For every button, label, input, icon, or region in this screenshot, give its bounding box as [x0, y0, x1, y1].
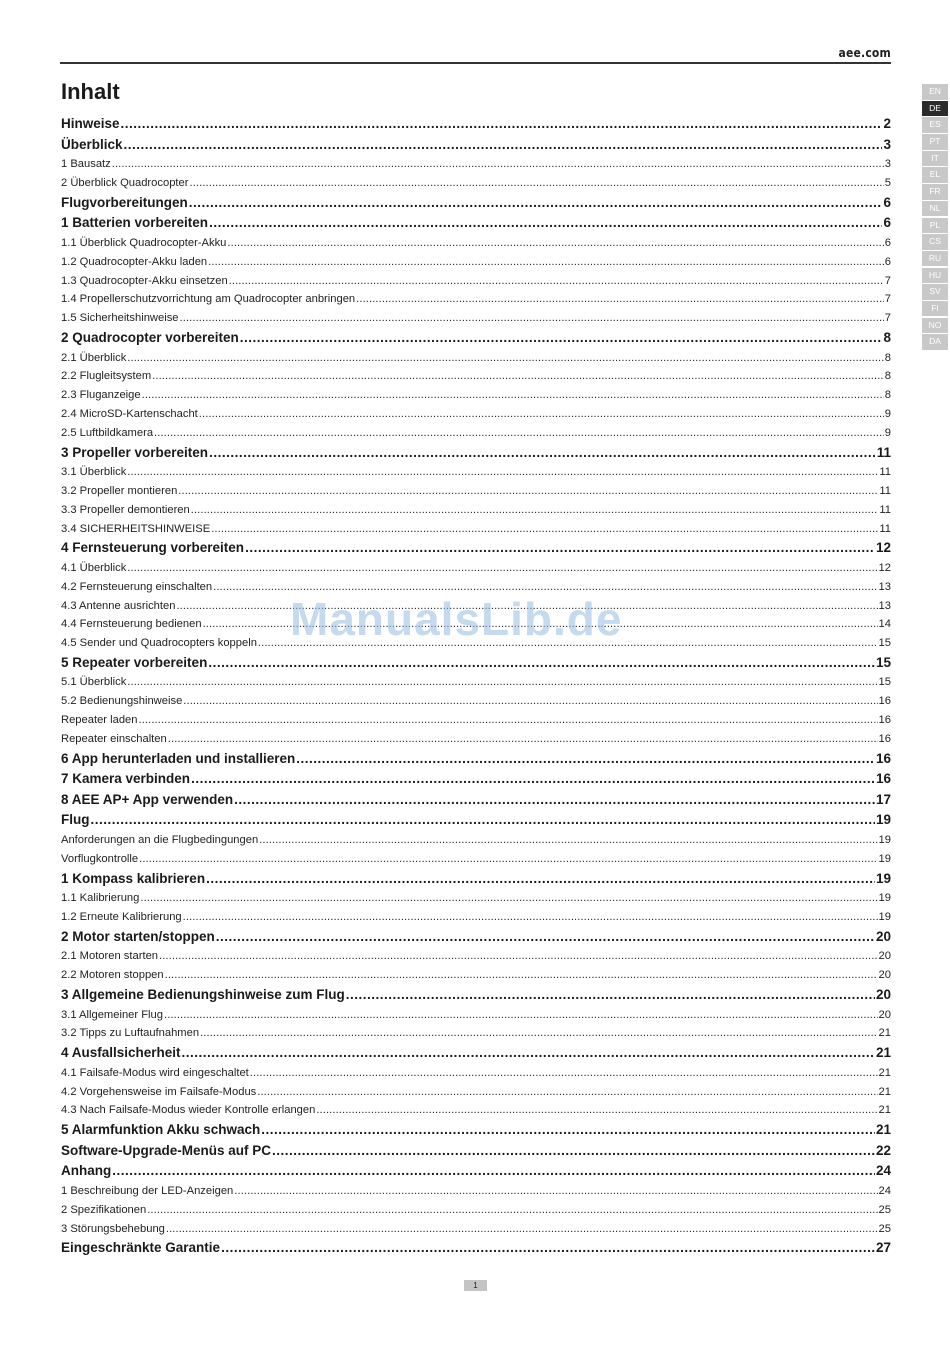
toc-entry-title: 5.2 Bedienungshinweise: [61, 695, 183, 708]
toc-entry-title: 3.3 Propeller demontieren: [61, 503, 190, 516]
toc-entry-page: 27: [875, 1240, 891, 1256]
toc-entry-title: 4.4 Fernsteuerung bedienen: [61, 618, 202, 631]
toc-entry[interactable]: [61, 1043, 891, 1064]
toc-dot-leader: [234, 790, 875, 811]
toc-entry-page: 6: [884, 236, 891, 249]
toc-entry-page: 19: [878, 834, 891, 847]
toc-entry-page: 20: [875, 987, 891, 1003]
toc-dot-leader: [91, 810, 875, 831]
toc-entry-page: 20: [878, 1008, 891, 1021]
toc-entry-title: Anforderungen an die Flugbedingungen: [61, 834, 259, 847]
toc-entry[interactable]: [61, 1101, 891, 1120]
toc-dot-leader: [203, 615, 878, 634]
toc-entry[interactable]: [61, 174, 891, 193]
toc-dot-leader: [296, 749, 875, 770]
toc-dot-leader: [124, 135, 883, 156]
toc-dot-leader: [209, 443, 876, 464]
toc-entry[interactable]: [61, 155, 891, 174]
toc-entry-title: 2.2 Motoren stoppen: [61, 969, 164, 982]
toc-entry-page: 19: [875, 870, 891, 886]
toc-entry-title: 4.2 Fernsteuerung einschalten: [61, 580, 213, 593]
toc-entry-title: 1.2 Erneute Kalibrierung: [61, 911, 182, 924]
toc-entry-page: 14: [878, 618, 891, 631]
toc-entry-page: 22: [875, 1142, 891, 1158]
toc-entry-title: 5 Repeater vorbereiten: [61, 654, 208, 670]
toc-entry-title: 2.4 MicroSD-Kartenschacht: [61, 407, 198, 420]
toc-dot-leader: [112, 1161, 875, 1182]
toc-entry[interactable]: [61, 367, 891, 386]
language-tab-da[interactable]: DA: [922, 334, 948, 350]
toc-entry-title: 2 Quadrocopter vorbereiten: [61, 329, 239, 345]
watermark: ManualsLib.de: [290, 593, 623, 645]
toc-entry-title: 8 AEE AP+ App verwenden: [61, 791, 234, 807]
toc-entry-page: 15: [878, 676, 891, 689]
toc-entry[interactable]: [61, 1220, 891, 1239]
toc-dot-leader: [346, 985, 875, 1006]
toc-entry-page: 11: [879, 466, 891, 479]
toc-entry-page: 5: [884, 176, 891, 189]
toc-entry-page: 8: [884, 389, 891, 402]
toc-entry-page: 16: [878, 732, 891, 745]
toc-entry-title: 2.5 Luftbildkamera: [61, 426, 154, 439]
toc-entry-title: 1 Beschreibung der LED-Anzeigen: [61, 1184, 234, 1197]
toc-entry[interactable]: [61, 730, 891, 749]
toc-dot-leader: [213, 578, 877, 597]
toc-dot-leader: [166, 1220, 878, 1239]
toc-entry[interactable]: [61, 272, 891, 291]
toc-entry-title: 3.2 Tipps zu Luftaufnahmen: [61, 1027, 200, 1040]
toc-entry-page: 8: [884, 351, 891, 364]
toc-entry-title: 5.1 Überblick: [61, 676, 127, 689]
toc-entry-title: 3.2 Propeller montieren: [61, 484, 178, 497]
toc-entry-page: 24: [878, 1184, 891, 1197]
toc-dot-leader: [176, 597, 877, 616]
language-tab-hu[interactable]: HU: [922, 268, 948, 284]
toc-entry-title: 1.1 Überblick Quadrocopter-Akku: [61, 236, 227, 249]
toc-entry[interactable]: [61, 1083, 891, 1102]
toc-dot-leader: [229, 272, 884, 291]
toc-dot-leader: [154, 424, 884, 443]
toc-dot-leader: [164, 1006, 878, 1025]
toc-entry[interactable]: [61, 597, 891, 616]
toc-entry-title: 2.2 Flugleitsystem: [61, 370, 152, 383]
toc-dot-leader: [127, 673, 877, 692]
toc-dot-leader: [272, 1141, 875, 1162]
toc-entry-page: 11: [876, 444, 891, 460]
toc-entry[interactable]: [61, 1238, 891, 1259]
toc-entry-page: 25: [878, 1222, 891, 1235]
toc-entry-page: 20: [875, 928, 891, 944]
toc-entry[interactable]: [61, 711, 891, 730]
toc-entry-page: 17: [875, 791, 891, 807]
toc-entry[interactable]: [61, 538, 891, 559]
toc-entry-title: 4.1 Überblick: [61, 561, 127, 574]
toc-dot-leader: [216, 927, 875, 948]
toc-dot-leader: [261, 1120, 875, 1141]
toc-entry-page: 6: [884, 255, 891, 268]
toc-entry[interactable]: [61, 193, 891, 214]
toc-entry[interactable]: [61, 692, 891, 711]
toc-entry-page: 7: [884, 293, 891, 306]
toc-dot-leader: [189, 193, 883, 214]
page-number: 1: [464, 1280, 487, 1291]
toc-entry[interactable]: [61, 405, 891, 424]
toc-dot-leader: [183, 908, 878, 927]
toc-entry[interactable]: [61, 309, 891, 328]
toc-entry[interactable]: [61, 349, 891, 368]
toc-entry-page: 16: [875, 750, 891, 766]
toc-dot-leader: [221, 1238, 875, 1259]
toc-entry-title: 3.1 Allgemeiner Flug: [61, 1008, 163, 1021]
toc-entry-page: 13: [878, 580, 891, 593]
toc-entry-page: 19: [875, 812, 891, 828]
toc-entry-page: 21: [878, 1104, 891, 1117]
brand-url: aee.com: [838, 46, 891, 60]
toc-entry-page: 3: [884, 158, 891, 171]
toc-entry[interactable]: [61, 234, 891, 253]
toc-entry-title: Vorflugkontrolle: [61, 852, 139, 865]
toc-entry-title: 4 Fernsteuerung vorbereiten: [61, 540, 245, 556]
toc-entry-title: Flug: [61, 812, 90, 828]
toc-entry-title: 3.4 SICHERHEITSHINWEISE: [61, 522, 211, 535]
toc-entry[interactable]: [61, 908, 891, 927]
toc-entry-title: 2 Motor starten/stoppen: [61, 928, 215, 944]
toc-entry[interactable]: [61, 869, 891, 890]
toc-entry-title: 2 Spezifikationen: [61, 1203, 147, 1216]
toc-entry-title: 2.1 Motoren starten: [61, 950, 159, 963]
toc-entry[interactable]: [61, 520, 891, 539]
toc-entry-page: 21: [875, 1045, 891, 1061]
toc-entry-title: 4.3 Nach Failsafe-Modus wieder Kontrolle erlangen: [61, 1104, 316, 1117]
toc-entry-page: 11: [879, 484, 891, 497]
header-rule: [60, 62, 891, 64]
toc-entry-page: 21: [875, 1122, 891, 1138]
toc-entry-page: 20: [878, 969, 891, 982]
toc-dot-leader: [178, 482, 878, 501]
toc-entry[interactable]: [61, 985, 891, 1006]
toc-dot-leader: [250, 1064, 878, 1083]
toc-entry-page: 7: [884, 312, 891, 325]
toc-entry[interactable]: [61, 790, 891, 811]
toc-entry-title: 1.3 Quadrocopter-Akku einsetzen: [61, 274, 228, 287]
language-tab-ru[interactable]: RU: [922, 251, 948, 267]
toc-entry-page: 16: [878, 714, 891, 727]
toc-entry[interactable]: [61, 927, 891, 948]
language-tab-cs[interactable]: CS: [922, 234, 948, 250]
toc-entry[interactable]: [61, 114, 891, 135]
toc-entry-title: 4 Ausfallsicherheit: [61, 1045, 181, 1061]
toc-dot-leader: [227, 234, 883, 253]
toc-entry-page: 19: [878, 852, 891, 865]
language-tab-fr[interactable]: FR: [922, 184, 948, 200]
toc-entry-title: Überblick: [61, 136, 123, 152]
toc-entry-title: Flugvorbereitungen: [61, 194, 188, 210]
toc-entry[interactable]: [61, 463, 891, 482]
toc-entry-page: 11: [879, 522, 891, 535]
toc-entry[interactable]: [61, 386, 891, 405]
language-tab-nl[interactable]: NL: [922, 201, 948, 217]
toc-entry[interactable]: [61, 1201, 891, 1220]
toc-dot-leader: [208, 253, 884, 272]
toc-entry-page: 6: [883, 194, 891, 210]
toc-dot-leader: [211, 520, 878, 539]
toc-entry[interactable]: [61, 947, 891, 966]
toc-dot-leader: [121, 114, 883, 135]
toc-entry[interactable]: [61, 501, 891, 520]
toc-entry-page: 20: [878, 950, 891, 963]
toc-entry[interactable]: [61, 424, 891, 443]
toc-entry-page: 25: [878, 1203, 891, 1216]
toc-entry-page: 21: [878, 1027, 891, 1040]
toc-entry-page: 24: [875, 1163, 891, 1179]
toc-entry[interactable]: [61, 966, 891, 985]
toc-dot-leader: [316, 1101, 877, 1120]
toc-entry-title: 4.3 Antenne ausrichten: [61, 599, 176, 612]
toc-entry-title: Software-Upgrade-Menüs auf PC: [61, 1142, 272, 1158]
toc-dot-leader: [258, 634, 878, 653]
toc-entry-title: 1 Kompass kalibrieren: [61, 870, 206, 886]
toc-entry-page: 19: [878, 892, 891, 905]
toc-entry-page: 7: [884, 274, 891, 287]
toc-dot-leader: [257, 1083, 877, 1102]
toc-entry[interactable]: [61, 253, 891, 272]
toc-entry-title: 6 App herunterladen und installieren: [61, 750, 296, 766]
toc-dot-leader: [127, 463, 878, 482]
toc-dot-leader: [127, 349, 883, 368]
toc-dot-leader: [140, 889, 877, 908]
toc-entry-page: 9: [884, 426, 891, 439]
toc-entry[interactable]: [61, 482, 891, 501]
toc-entry[interactable]: [61, 889, 891, 908]
toc-entry-title: 4.2 Vorgehensweise im Failsafe-Modus: [61, 1085, 257, 1098]
toc-entry-page: 21: [878, 1085, 891, 1098]
toc-dot-leader: [142, 386, 884, 405]
toc-entry-title: Anhang: [61, 1163, 112, 1179]
toc-entry-title: 2.3 Fluganzeige: [61, 389, 141, 402]
toc-dot-leader: [127, 559, 877, 578]
toc-entry-title: 3 Störungsbehebung: [61, 1222, 165, 1235]
toc-dot-leader: [182, 1043, 875, 1064]
page-title: Inhalt: [61, 79, 120, 104]
toc-entry-title: 2.1 Überblick: [61, 351, 127, 364]
toc-entry-title: 1.2 Quadrocopter-Akku laden: [61, 255, 208, 268]
toc-dot-leader: [234, 1182, 877, 1201]
toc-entry-title: 1 Bausatz: [61, 158, 111, 171]
toc-entry[interactable]: [61, 443, 891, 464]
toc-entry-page: 21: [878, 1066, 891, 1079]
toc-entry[interactable]: [61, 1006, 891, 1025]
toc-entry-page: 12: [878, 561, 891, 574]
toc-entry[interactable]: [61, 810, 891, 831]
toc-entry[interactable]: [61, 850, 891, 869]
toc-entry-page: 8: [884, 370, 891, 383]
toc-entry-title: 4.5 Sender und Quadrocopters koppeln: [61, 637, 257, 650]
toc-dot-leader: [191, 501, 879, 520]
toc-entry[interactable]: [61, 749, 891, 770]
toc-entry[interactable]: [61, 615, 891, 634]
toc-entry[interactable]: [61, 634, 891, 653]
toc-dot-leader: [165, 966, 878, 985]
toc-dot-leader: [199, 405, 884, 424]
toc-entry-page: 16: [878, 695, 891, 708]
toc-dot-leader: [139, 850, 877, 869]
toc-entry-page: 11: [879, 503, 891, 516]
toc-entry-title: Repeater laden: [61, 714, 138, 727]
toc-entry[interactable]: [61, 1161, 891, 1182]
toc-dot-leader: [180, 309, 884, 328]
toc-dot-leader: [139, 711, 878, 730]
toc-dot-leader: [240, 328, 883, 349]
language-tabs: [922, 84, 948, 351]
toc-dot-leader: [208, 653, 875, 674]
language-tab-fi[interactable]: FI: [922, 301, 948, 317]
toc-dot-leader: [259, 831, 877, 850]
toc-dot-leader: [189, 174, 883, 193]
toc-entry-page: 9: [884, 407, 891, 420]
toc-entry[interactable]: [61, 1120, 891, 1141]
toc-entry-page: 19: [878, 911, 891, 924]
toc-entry-title: 3 Allgemeine Bedienungshinweise zum Flug: [61, 987, 345, 1003]
toc-entry-title: 1.1 Kalibrierung: [61, 892, 140, 905]
toc-dot-leader: [245, 538, 875, 559]
toc-entry[interactable]: [61, 213, 891, 234]
toc-entry[interactable]: [61, 328, 891, 349]
toc-dot-leader: [112, 155, 884, 174]
toc-entry[interactable]: [61, 831, 891, 850]
language-tab-en[interactable]: EN: [922, 84, 948, 100]
toc-entry-title: 4.1 Failsafe-Modus wird eingeschaltet: [61, 1066, 249, 1079]
toc-entry-title: 3 Propeller vorbereiten: [61, 444, 209, 460]
toc-entry[interactable]: [61, 1141, 891, 1162]
toc-entry[interactable]: [61, 1064, 891, 1083]
toc-dot-leader: [191, 769, 875, 790]
toc-dot-leader: [152, 367, 884, 386]
toc-entry-page: 6: [883, 215, 891, 231]
toc-dot-leader: [147, 1201, 877, 1220]
toc-dot-leader: [206, 869, 875, 890]
table-of-contents: [61, 114, 891, 1259]
toc-entry-title: 1.4 Propellerschutzvorrichtung am Quadrocopter anbringen: [61, 293, 356, 306]
toc-entry-page: 2: [883, 116, 891, 131]
toc-entry-title: Repeater einschalten: [61, 732, 167, 745]
language-tab-pt[interactable]: PT: [922, 134, 948, 150]
toc-entry-title: 1.5 Sicherheitshinweise: [61, 312, 179, 325]
toc-entry-page: 13: [878, 599, 891, 612]
toc-entry[interactable]: [61, 578, 891, 597]
language-tab-it[interactable]: IT: [922, 151, 948, 167]
language-tab-el[interactable]: EL: [922, 167, 948, 183]
toc-entry-title: 5 Alarmfunktion Akku schwach: [61, 1122, 261, 1138]
toc-dot-leader: [200, 1024, 877, 1043]
toc-entry[interactable]: [61, 290, 891, 309]
toc-entry-title: 2 Überblick Quadrocopter: [61, 176, 189, 189]
language-tab-pl[interactable]: PL: [922, 218, 948, 234]
toc-dot-leader: [209, 213, 882, 234]
toc-entry-title: Eingeschränkte Garantie: [61, 1240, 221, 1256]
language-tab-no[interactable]: NO: [922, 318, 948, 334]
toc-entry-title: Hinweise: [61, 116, 120, 131]
toc-entry[interactable]: [61, 673, 891, 692]
toc-entry[interactable]: [61, 559, 891, 578]
toc-entry-page: 15: [875, 654, 891, 670]
language-tab-sv[interactable]: SV: [922, 284, 948, 300]
language-tab-de[interactable]: DE: [922, 101, 948, 117]
toc-entry-title: 7 Kamera verbinden: [61, 771, 191, 787]
toc-entry-title: 1 Batterien vorbereiten: [61, 215, 209, 231]
toc-entry-page: 8: [883, 329, 891, 345]
toc-entry-page: 16: [875, 771, 891, 787]
toc-entry[interactable]: [61, 135, 891, 156]
toc-entry-title: 3.1 Überblick: [61, 466, 127, 479]
toc-entry[interactable]: [61, 1024, 891, 1043]
toc-dot-leader: [159, 947, 878, 966]
toc-entry[interactable]: [61, 653, 891, 674]
language-tab-es[interactable]: ES: [922, 117, 948, 133]
toc-dot-leader: [183, 692, 877, 711]
toc-entry[interactable]: [61, 769, 891, 790]
toc-entry-page: 15: [878, 637, 891, 650]
toc-entry[interactable]: [61, 1182, 891, 1201]
toc-dot-leader: [168, 730, 878, 749]
toc-dot-leader: [356, 290, 884, 309]
toc-entry-page: 3: [883, 136, 891, 152]
toc-entry-page: 12: [875, 540, 891, 556]
